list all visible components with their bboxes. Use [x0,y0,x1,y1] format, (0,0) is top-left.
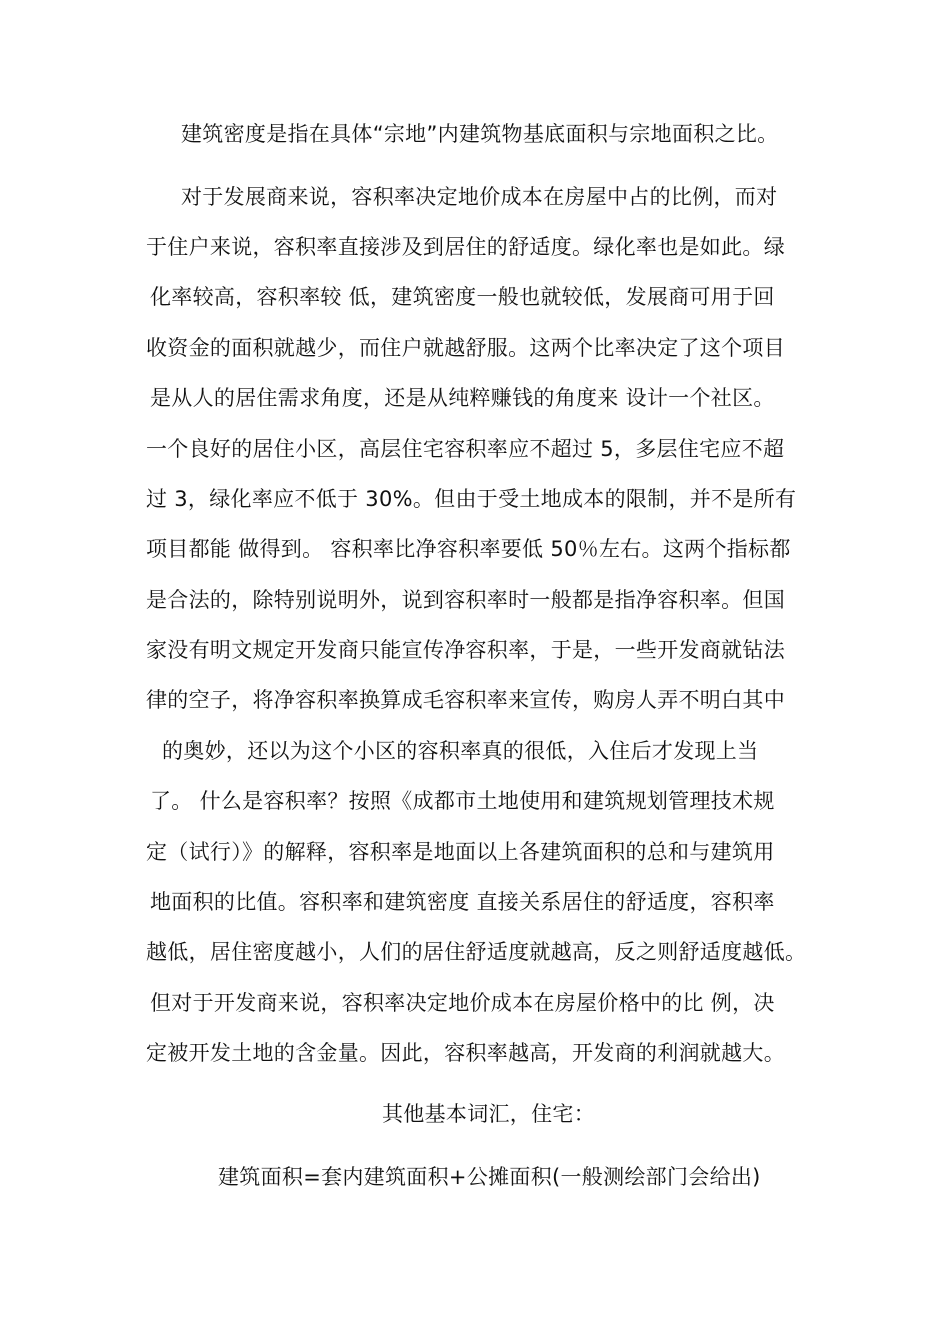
paragraph-line: 是合法的，除特别说明外，说到容积率时一般都是指净容积率。但国 [146,588,785,612]
paragraph-line: 家没有明文规定开发商只能宣传净容积率，于是，一些开发商就钻法 [146,638,785,662]
paragraph-line: 收资金的面积就越少，而住户就越舒服。这两个比率决定了这个项目 [146,336,785,360]
paragraph-line: 项目都能 做得到。 容积率比净容积率要低 50％左右。这两个指标都 [146,537,791,561]
section-heading: 其他基本词汇，住宅： [382,1102,595,1126]
paragraph-line: 过 3，绿化率应不低于 30%。但由于受土地成本的限制，并不是所有 [146,487,797,511]
paragraph-line: 但对于开发商来说，容积率决定地价成本在房屋价格中的比 例，决 [150,991,775,1015]
paragraph-line: 地面积的比值。容积率和建筑密度 直接关系居住的舒适度，容积率 [150,890,775,914]
formula-line: 建筑面积=套内建筑面积+公摊面积(一般测绘部门会给出) [218,1165,761,1189]
paragraph-line: 律的空子，将净容积率换算成毛容积率来宣传，购房人弄不明白其中 [146,688,785,712]
paragraph-line: 建筑密度是指在具体“宗地”内建筑物基底面积与宗地面积之比。 [181,122,779,146]
paragraph-line: 了。 什么是容积率？按照《成都市土地使用和建筑规划管理技术规 [150,789,775,813]
paragraph-line: 一个良好的居住小区，高层住宅容积率应不超过 5，多层住宅应不超 [146,437,785,461]
paragraph-line: 的奥妙，还以为这个小区的容积率真的很低，入住后才发现上当 [162,739,759,763]
paragraph-line: 化率较高，容积率较 低，建筑密度一般也就较低，发展商可用于回 [150,285,775,309]
paragraph-line: 是从人的居住需求角度，还是从纯粹赚钱的角度来 设计一个社区。 [150,386,775,410]
paragraph-line: 对于发展商来说，容积率决定地价成本在房屋中占的比例，而对 [181,185,778,209]
paragraph-line: 定被开发土地的含金量。因此，容积率越高，开发商的利润就越大。 [146,1041,785,1065]
paragraph-line: 越低，居住密度越小，人们的居住舒适度就越高，反之则舒适度越低。 [146,940,807,964]
paragraph-line: 于住户来说，容积率直接涉及到居住的舒适度。绿化率也是如此。绿 [146,235,785,259]
paragraph-line: 定（试行）》的解释，容积率是地面以上各建筑面积的总和与建筑用 [146,840,775,864]
